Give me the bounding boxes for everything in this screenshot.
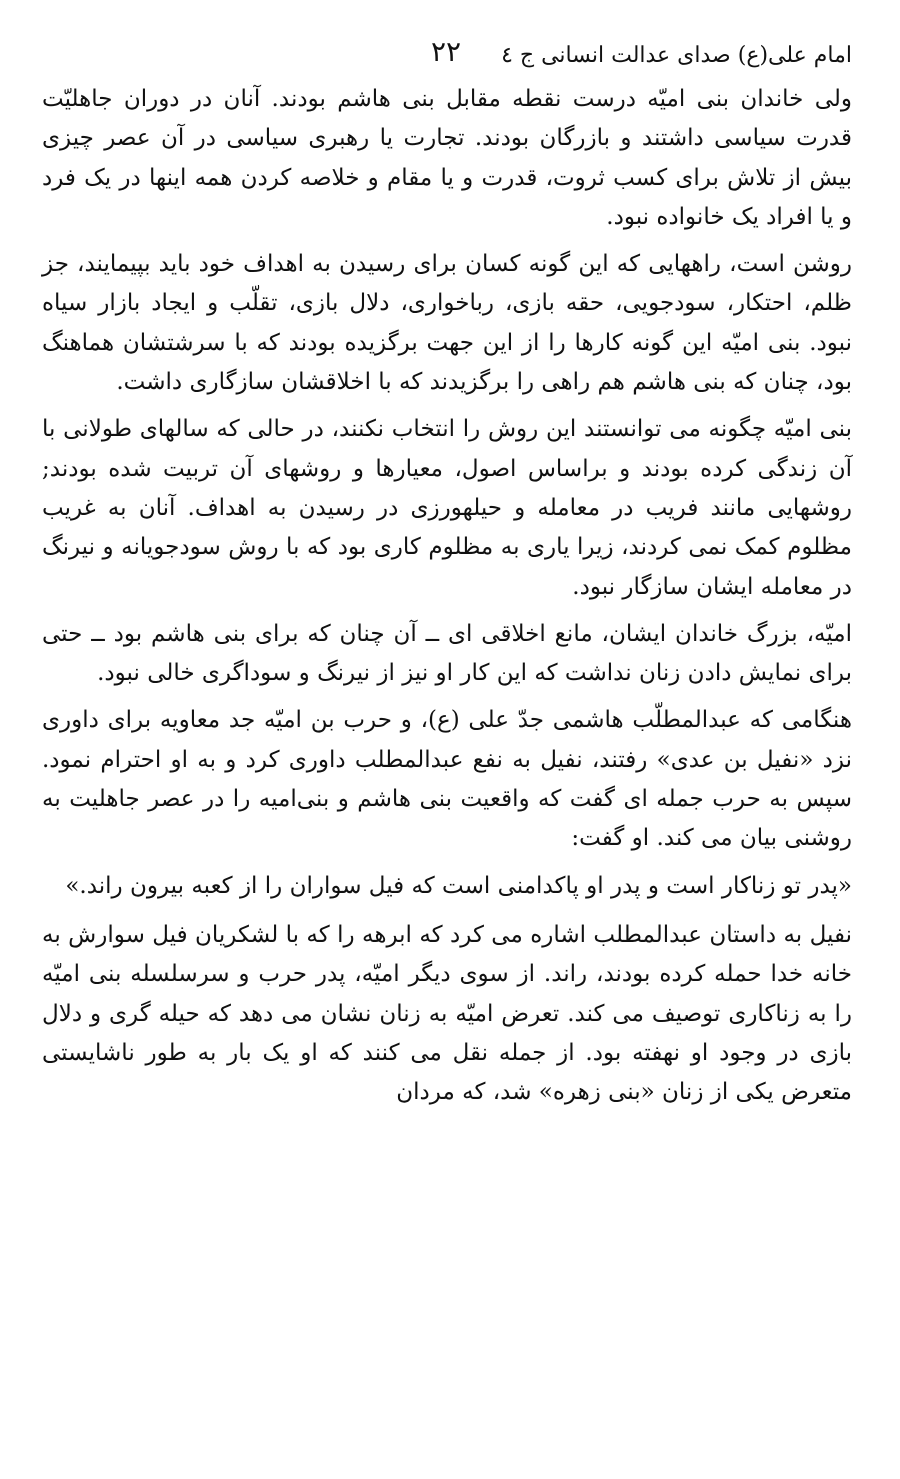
paragraph: نفیل به داستان عبدالمطلب اشاره می کرد که ابرهه را که با لشکریان فیل سوارش به خانه خدا حمله کرده بودند، راند. از سوی دیگر امیّه، پدر حرب و سرسلسله بنی امیّه را به زناکاری توصیف می کند. تعرض امیّه به زنان نشان می دهد که حیله گری و دلال بازی در وجود او نهفته بود. از جمله نقل می کنند که او یک بار به طور ناشایستی متعرض یکی از زنان «بنی زهره» شد، که مردان — [42, 921, 852, 1106]
page-header — [40, 35, 852, 74]
paragraph: هنگامی که عبدالمطلّب هاشمی جدّ علی (ع)، و حرب بن امیّه جد معاویه برای داوری نزد «نفیل بن عدی» رفتند، نفیل به نفع عبدالمطلب داوری کرد و به او احترام نمود. سپس به حرب جمله ای گفت که واقعیت بنی هاشم و بنی‌امیه را در عصر جاهلیت به روشنی بیان می کند. او گفت: — [42, 707, 852, 852]
quotation: «پدر تو زناکار است و پدر او پاکدامنی است که فیل سواران را از کعبه بیرون راند.» — [65, 872, 852, 899]
body-text — [42, 80, 852, 1120]
running-title: امام علی(ع) صدای عدالت انسانی ج ٤ — [501, 43, 852, 68]
paragraph: امیّه، بزرگ خاندان ایشان، مانع اخلاقی ای ــ آن چنان که برای بنی هاشم بود ــ حتی برای نمایش دادن زنان نداشت که این کار او نیز از نیرنگ و سوداگری خالی نبود. — [42, 620, 852, 687]
paragraph: ولی خاندان بنی امیّه درست نقطه مقابل بنی هاشم بودند. آنان در دوران جاهلیّت قدرت سیاسی داشتند و بازرگان بودند. تجارت یا رهبری سیاسی در آن عصر چیزی بیش از تلاش برای کسب ثروت، قدرت و یا مقام و خلاصه کردن همه اینها در یک فرد و یا افراد یک خانواده نبود. — [42, 86, 852, 230]
page-number: ٢٢ — [430, 35, 462, 68]
paragraph: روشن است، راههایی که این گونه کسان برای رسیدن به اهداف خود باید بپیمایند، جز ظلم، احتکار، سودجویی، حقه بازی، رباخواری، دلال بازی، تقلّب و ایجاد بازار سیاه نبود. بنی امیّه این گونه کارها را از این جهت برگزیده بودند که با سرشتشان هماهنگ بود، چنان که بنی هاشم هم راهی را برگزیدند که با اخلاقشان سازگاری داشت. — [42, 251, 852, 396]
paragraph: بنی امیّه چگونه می توانستند این روش را انتخاب نکنند، در حالی که سالهای طولانی با آن زندگی کرده بودند و براساس اصول، معیارها و روشهای آن تربیت شده بودند; روشهایی مانند فریب در معامله و حیلهورزی در رسیدن به اهداف. آنان به غریب مظلوم کمک نمی کردند، زیرا یاری به مظلوم کاری بود که با روش سودجویانه و نیرنگ در معامله ایشان سازگار نبود. — [42, 416, 852, 600]
